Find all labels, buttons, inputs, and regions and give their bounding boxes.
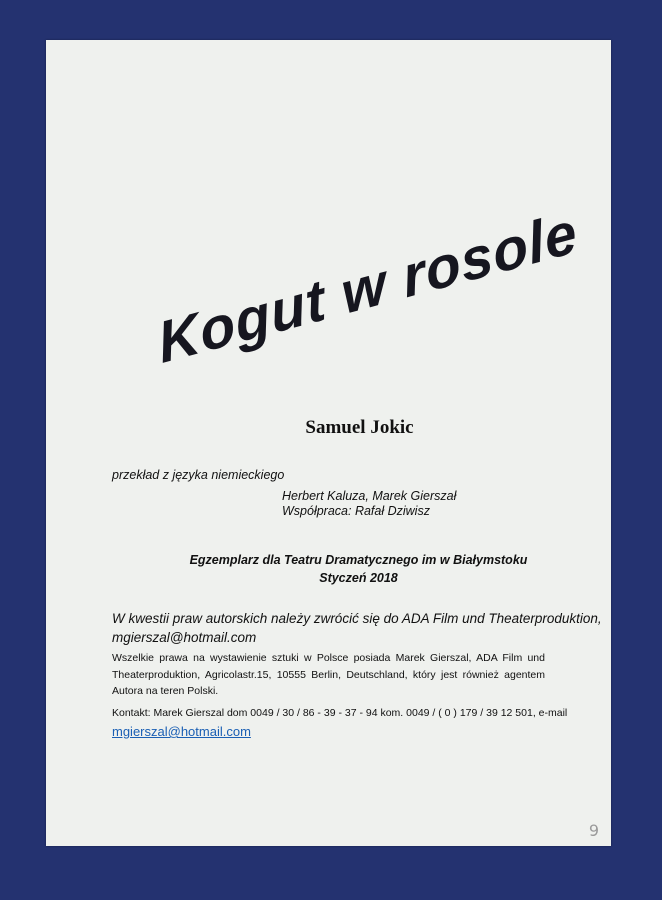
rights-email: mgierszal@hotmail.com (112, 630, 257, 645)
contact-info: Kontakt: Marek Gierszal dom 0049 / 30 / 86 - 39 - 37 - 94 kom. 0049 / ( 0 ) 179 / 39 12 501, e-mail (112, 707, 568, 719)
translation-note: przekład z języka niemieckiego (112, 468, 285, 482)
translators: Herbert Kaluza, Marek Gierszał (282, 489, 457, 503)
author-name: Samuel Jokic (305, 417, 414, 438)
contact-email-link[interactable]: mgierszal@hotmail.com (112, 724, 251, 739)
document-page (46, 40, 611, 846)
rights-intro: W kwestii praw autorskich należy zwrócić się do ADA Film und Theaterproduktion, (112, 611, 602, 626)
document-date: Styczeń 2018 (319, 571, 398, 585)
play-title: Kogut w rosole (153, 199, 582, 377)
page-number: 9 (588, 821, 599, 840)
cooperation-note: Współpraca: Rafał Dziwisz (282, 504, 430, 518)
copy-note: Egzemplarz dla Teatru Dramatycznego im w Białymstoku (189, 553, 528, 567)
rights-body: Wszelkie prawa na wystawienie sztuki w Polsce posiada Marek Gierszal, ADA Film und Theaterproduktion, Agricolastr.15, 10555 Berlin, Deutschland, który jest również agentem Autora na teren Polski. (112, 652, 545, 697)
